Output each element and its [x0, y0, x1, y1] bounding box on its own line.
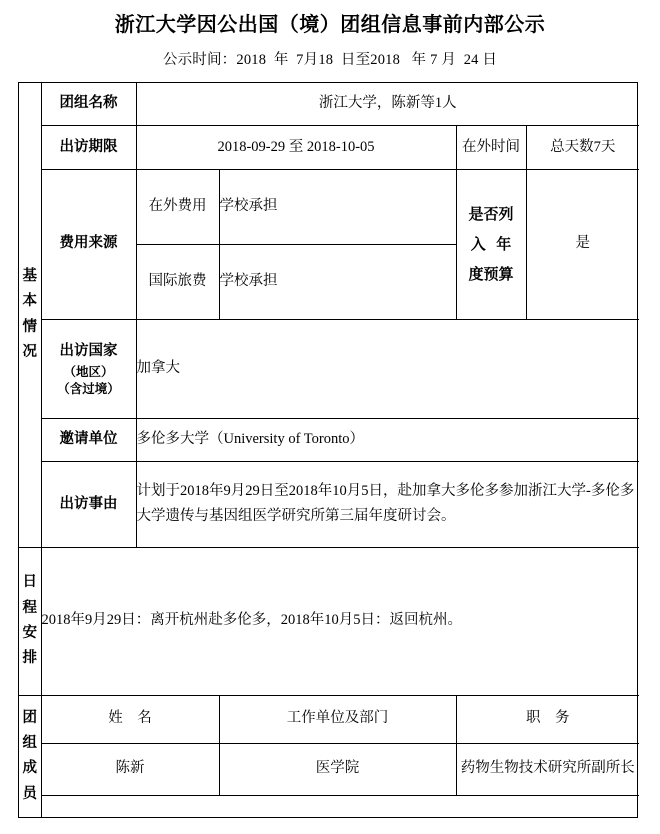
funding-type-travel-label: 国际旅费: [136, 244, 219, 319]
table-row-schedule: [19, 547, 639, 695]
member-position: 药物生物技术研究所副所长: [456, 743, 639, 795]
schedule-value: 2018年9月29日：离开杭州赴多伦多，2018年10月5日：返回杭州。: [41, 547, 639, 695]
visit-period-value: 2018-09-29 至 2018-10-05: [136, 126, 456, 169]
member-name: 陈新: [41, 743, 219, 795]
members-filler-right: [456, 795, 639, 817]
members-column-unit: 工作单位及部门: [219, 695, 456, 743]
funding-type-abroad-label: 在外费用: [136, 169, 219, 244]
member-unit: 医学院: [219, 743, 456, 795]
country-label-main: 出访国家: [59, 343, 118, 360]
info-table-frame: [18, 82, 638, 818]
members-column-name: 姓 名: [41, 695, 219, 743]
section-label-schedule-text: 日程安排: [22, 574, 37, 667]
country-label-sub-transit: （含过境）: [57, 381, 120, 397]
table-row: [19, 743, 639, 795]
info-table: [19, 83, 639, 817]
notice-period-subtitle: 公示时间：2018 年 7月18 日至2018 年 7 月 24 日: [162, 52, 498, 68]
purpose-label: 出访事由: [41, 462, 136, 547]
members-filler-left: [41, 795, 219, 817]
table-row-inviting-unit: [19, 418, 639, 461]
budget-included-label-line3: 度预算: [468, 265, 514, 284]
abroad-time-label: 在外时间: [456, 126, 526, 169]
group-name-label: 团组名称: [41, 83, 136, 126]
section-label-members-text: 团组成员: [22, 709, 37, 802]
table-row-purpose: [19, 462, 639, 547]
table-row-members-header: [19, 695, 639, 743]
funding-type-travel-value: 学校承担: [219, 244, 456, 319]
section-label-schedule: [19, 547, 41, 695]
inviting-unit-label: 邀请单位: [41, 418, 136, 461]
section-label-basic-info-text: 基本情况: [22, 268, 37, 361]
budget-included-value: 是: [526, 169, 639, 319]
inviting-unit-value: 多伦多大学（University of Toronto）: [136, 418, 639, 461]
page-title: 浙江大学因公出国（境）团组信息事前内部公示: [114, 12, 546, 36]
table-row-funding-abroad: [19, 169, 639, 244]
country-label: [41, 319, 136, 418]
table-row-group-name: [19, 83, 639, 126]
table-row-visit-period: [19, 126, 639, 169]
section-label-basic-info: [19, 83, 41, 547]
members-filler-middle: [219, 795, 456, 817]
funding-source-label: 费用来源: [41, 169, 136, 319]
budget-included-label: [456, 169, 526, 319]
section-label-members: [19, 695, 41, 817]
budget-included-label-line1: 是否列: [468, 205, 514, 224]
country-value: 加拿大: [136, 319, 639, 418]
table-row-country: [19, 319, 639, 418]
country-label-sub-region: （地区）: [63, 364, 114, 380]
group-name-value: 浙江大学，陈新等1人: [136, 83, 639, 126]
funding-type-abroad-value: 学校承担: [219, 169, 456, 244]
purpose-value: 计划于2018年9月29日至2018年10月5日，赴加拿大多伦多参加浙江大学-多伦多大学遗传与基因组医学研究所第三届年度研讨会。: [136, 462, 639, 547]
members-column-position: 职 务: [456, 695, 639, 743]
visit-period-label: 出访期限: [41, 126, 136, 169]
table-row-members-filler: [19, 795, 639, 817]
budget-included-label-line2: 入 年: [470, 235, 512, 254]
abroad-time-value: 总天数7天: [526, 126, 639, 169]
